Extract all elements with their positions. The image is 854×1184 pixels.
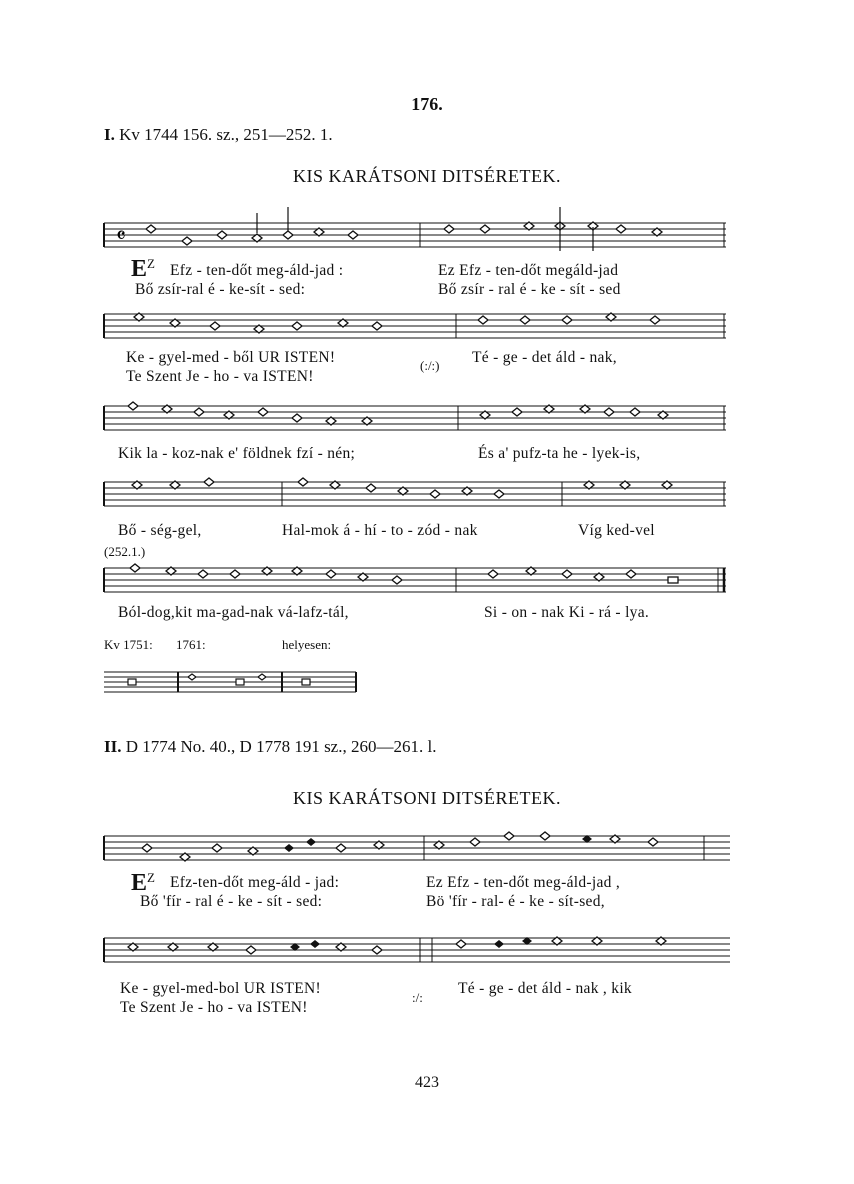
section-1-source <box>104 125 333 145</box>
lyric-line: Ke - gyel-med-bol UR ISTEN! <box>120 980 321 997</box>
lyric-line: Ból-dog,kit ma-gad-nak vá-lafz-tál, <box>118 604 349 621</box>
footnote-label: Kv 1751: <box>104 637 153 652</box>
lyric-line: Té - ge - det áld - nak , kik <box>458 980 632 997</box>
lyric-line: Ke - gyel-med - ből UR ISTEN! <box>126 349 336 366</box>
lyric-line: Te Szent Je - ho - va ISTEN! <box>120 999 308 1016</box>
footnote-label: 1761: <box>176 637 206 652</box>
page-number-top: 176. <box>411 94 443 114</box>
section-2-source-text: D 1774 No. 40., D 1778 191 sz., 260—261. l. <box>125 737 437 756</box>
section-2-title: KIS KARÁTSONI DITSÉRETEK. <box>293 788 561 808</box>
lyric-line: Bő 'fír - ral é - ke - sít - sed: <box>140 893 323 910</box>
section-1-initial: E <box>131 256 148 282</box>
lyric-line: Bö 'fír - ral- é - ke - sít-sed, <box>426 893 605 910</box>
section-2-initial: E <box>131 870 148 896</box>
lyric-line: Bő zsír-ral é - ke-sít - sed: <box>135 281 306 298</box>
svg-text:𝄴: 𝄴 <box>116 224 126 249</box>
lyric-line: Té - ge - det áld - nak, <box>472 349 617 366</box>
music-staff-1 <box>0 205 854 255</box>
lyric-line: Bő zsír - ral é - ke - sít - sed <box>438 281 621 298</box>
music-staff-4 <box>0 470 854 514</box>
footnote-staff <box>0 662 854 694</box>
music-staff-2 <box>0 302 854 346</box>
lyric-line: Bő - ség-gel, <box>118 522 202 539</box>
music-staff-6 <box>0 820 854 870</box>
section-1-source-text: Kv 1744 156. sz., 251—252. 1. <box>119 125 333 144</box>
lyric-line: És a' pufz-ta he - lyek-is, <box>478 445 641 462</box>
section-2-source <box>104 737 436 757</box>
reference-note: (252.1.) <box>104 544 146 559</box>
music-staff-7 <box>0 924 854 972</box>
section-1-initial-rest: Z <box>147 256 155 271</box>
lyric-line: Ez Efz - ten-dőt megáld-jad <box>438 262 619 279</box>
music-staff-5 <box>0 556 854 600</box>
lyric-line: Efz-ten-dőt meg-áld - jad: <box>170 874 340 891</box>
lyric-line: Hal-mok á - hí - to - zód - nak <box>282 522 478 539</box>
section-2-initial-rest: Z <box>147 870 155 885</box>
lyric-line: Efz - ten-dőt meg-áld-jad : <box>170 262 344 279</box>
section-1-initial-line <box>131 256 155 283</box>
lyric-line: Víg ked-vel <box>578 522 655 539</box>
lyric-line: Ez Efz - ten-dőt meg-áld-jad , <box>426 874 621 891</box>
lyric-line: Kik la - koz-nak e' földnek fzí - nén; <box>118 445 356 462</box>
page-number-bottom: 423 <box>415 1074 439 1091</box>
section-2-roman: II. <box>104 737 122 756</box>
repeat-mark: :/: <box>412 990 423 1005</box>
lyric-line: Te Szent Je - ho - va ISTEN! <box>126 368 314 385</box>
section-1-title: KIS KARÁTSONI DITSÉRETEK. <box>293 166 561 186</box>
music-staff-3 <box>0 392 854 438</box>
footnote-label: helyesen: <box>282 637 332 652</box>
repeat-mark: (:/:) <box>420 358 440 373</box>
section-1-roman: I. <box>104 125 115 144</box>
lyric-line: Si - on - nak Ki - rá - lya. <box>484 604 650 621</box>
